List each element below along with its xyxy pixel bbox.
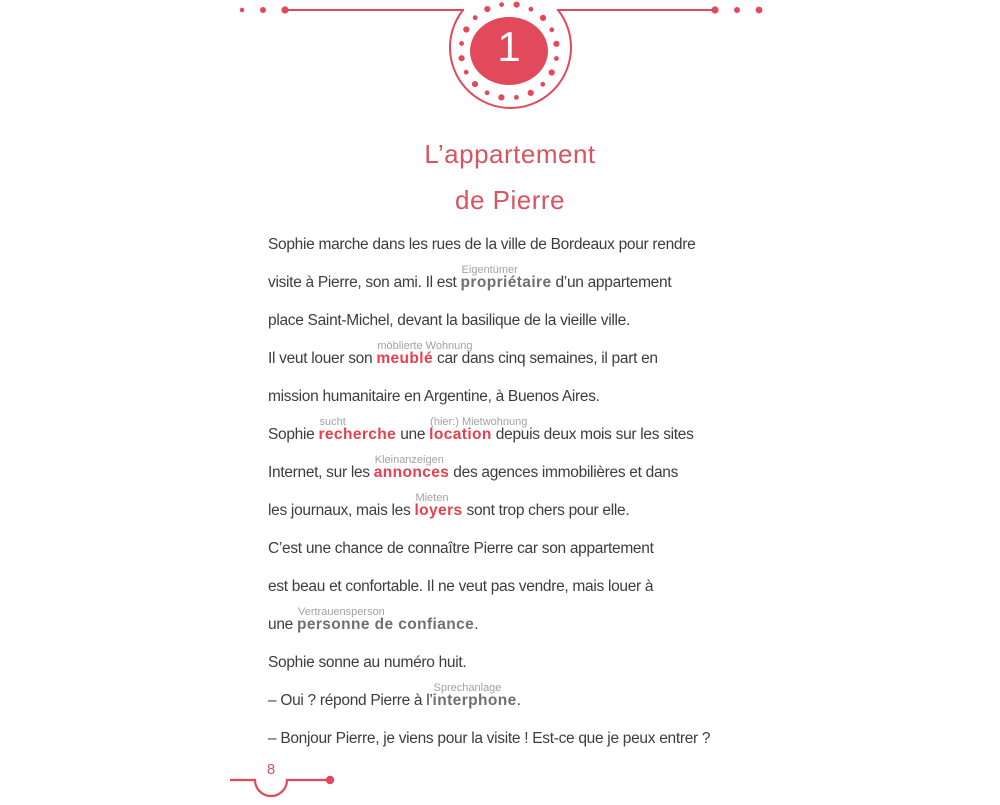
text-segment: depuis deux mois sur les sites <box>491 426 694 443</box>
text-segment: une <box>396 426 430 443</box>
vocab-word: annonces Kleinanzeigen <box>373 454 450 481</box>
text-line <box>268 606 479 635</box>
text-segment: des agences immobilières et dans <box>449 464 679 481</box>
text-line <box>268 539 654 559</box>
text-line <box>268 340 658 369</box>
german-annotation: Eigentümer <box>461 264 518 276</box>
text-segment: – Oui ? répond Pierre à l’ <box>268 692 433 709</box>
text-segment: car dans cinq semaines, il part en <box>433 350 658 367</box>
german-annotation: möblierte Wohnung <box>377 340 473 352</box>
german-annotation: Kleinanzeigen <box>374 454 444 466</box>
text-line <box>268 387 600 407</box>
german-annotation: Mieten <box>415 492 449 504</box>
text-segment: sont trop chers pour elle. <box>462 502 630 519</box>
text-line <box>268 492 630 521</box>
vocab-word: personne de confiance Vertrauensperson <box>296 606 475 633</box>
text-segment: une <box>268 616 297 633</box>
text-segment: Internet, sur les <box>268 464 374 481</box>
text-line <box>268 416 694 445</box>
german-annotation: Vertrauensperson <box>297 606 385 618</box>
text-segment: – Bonjour Pierre, je viens pour la visite ! Est-ce que je peux entrer ? <box>268 730 711 747</box>
text-segment: . <box>516 692 521 709</box>
chapter-title-line2: de Pierre <box>455 185 565 215</box>
footer-dot <box>326 776 334 784</box>
text-line <box>268 311 630 331</box>
footer-rule <box>230 780 330 796</box>
footer-ornament <box>215 755 415 805</box>
left-dots <box>240 6 289 13</box>
vocab-word: propriétaire Eigentümer <box>460 264 552 291</box>
vocab-word: loyers Mieten <box>414 492 463 519</box>
chapter-title <box>310 131 710 223</box>
chapter-title-line1: L’appartement <box>424 139 596 169</box>
text-line <box>268 682 521 711</box>
vocab-word: meublé möblierte Wohnung <box>376 340 473 367</box>
vocab-word: interphone Sprechanlage <box>432 682 517 709</box>
german-annotation: sucht <box>319 416 346 428</box>
text-segment: d’un appartement <box>551 274 672 291</box>
text-segment: Sophie <box>268 426 319 443</box>
text-segment: Sophie sonne au numéro huit. <box>268 654 467 671</box>
text-line <box>268 454 679 483</box>
german-annotation: (hier:) Mietwohnung <box>430 416 528 428</box>
text-line <box>268 729 710 749</box>
page-number: 8 <box>266 761 276 778</box>
text-segment: Il veut louer son <box>268 350 377 367</box>
text-line <box>268 653 466 673</box>
text-line <box>268 264 672 293</box>
text-segment: place Saint-Michel, devant la basilique de la vieille ville. <box>268 312 630 329</box>
text-segment: les journaux, mais les <box>268 502 415 519</box>
text-segment: est beau et confortable. Il ne veut pas vendre, mais louer à <box>268 578 654 595</box>
text-segment: C’est une chance de connaître Pierre car son appartement <box>268 540 654 557</box>
vocab-word: recherche sucht <box>318 416 397 443</box>
text-segment: mission humanitaire en Argentine, à Buenos Aires. <box>268 388 600 405</box>
text-segment: . <box>474 616 479 633</box>
german-annotation: Sprechanlage <box>433 682 502 694</box>
vocab-word: location (hier:) Mietwohnung <box>429 416 528 443</box>
text-segment: Sophie marche dans les rues de la ville de Bordeaux pour rendre <box>268 236 696 253</box>
chapter-number: 1 <box>497 23 521 70</box>
text-segment: visite à Pierre, son ami. Il est <box>268 274 461 291</box>
text-line <box>268 577 653 597</box>
right-dots <box>711 6 762 13</box>
text-line <box>268 235 695 255</box>
